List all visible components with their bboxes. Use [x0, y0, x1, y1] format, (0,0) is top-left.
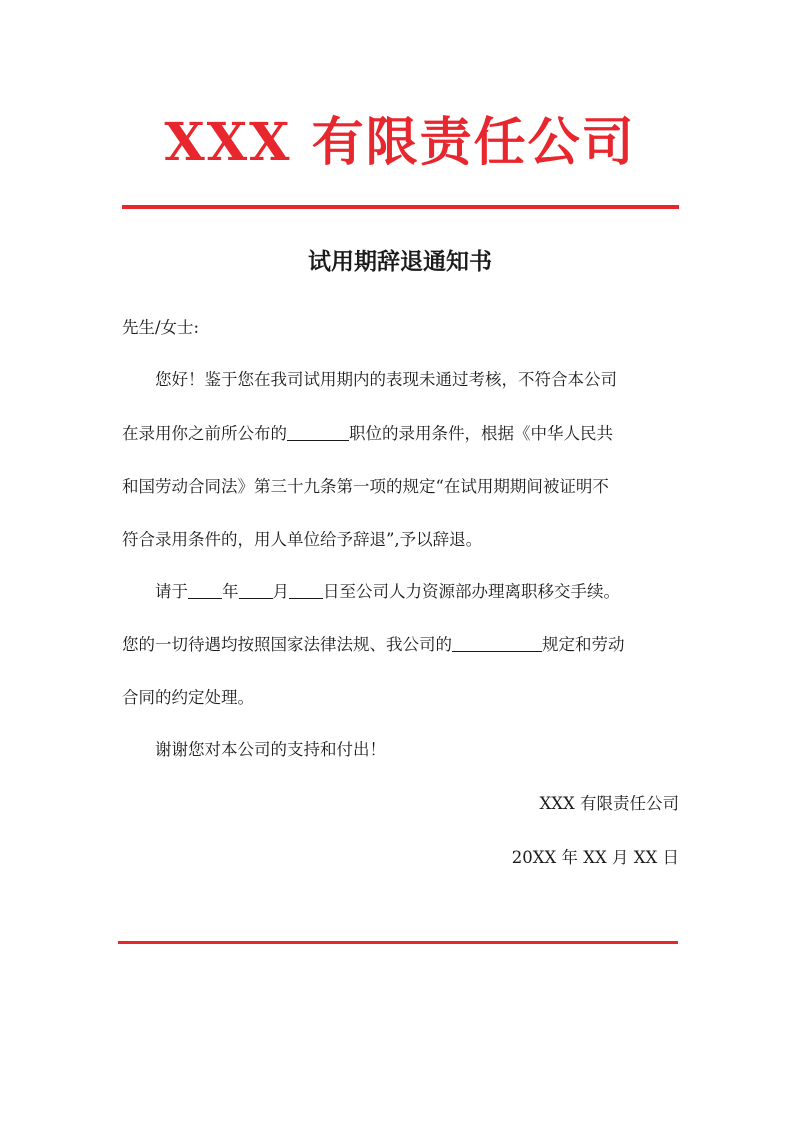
- paragraph-2-line-3: 合同的约定处理。: [122, 688, 254, 707]
- signature-company: XXX 有限责任公司: [539, 794, 679, 813]
- signature-date: 20XX 年 XX 月 XX 日: [511, 848, 679, 867]
- month-blank: [239, 582, 273, 599]
- p2-line-2-text-a: 您的一切待遇均按照国家法律法规、我公司的: [122, 635, 452, 654]
- position-blank: [287, 424, 349, 441]
- p2-day-text: 日至公司人力资源部办理离职移交手续。: [323, 582, 620, 601]
- document-title: 试用期辞退通知书: [308, 249, 492, 275]
- regulation-blank: [452, 635, 542, 652]
- company-name-header: XXX 有限责任公司: [164, 112, 636, 173]
- paragraph-1-line-2-text-a: 在录用你之前所公布的: [122, 424, 287, 443]
- p2-line-2-text-b: 规定和劳动: [542, 635, 625, 654]
- p2-year-label: 年: [222, 582, 239, 601]
- p2-month-label: 月: [272, 582, 289, 601]
- footer-divider: [118, 941, 678, 944]
- paragraph-1-line-1: 您好！鉴于您在我司试用期内的表现未通过考核，不符合本公司: [155, 370, 617, 389]
- p2-text-a: 请于: [155, 582, 188, 601]
- paragraph-2-line-1: [155, 582, 620, 602]
- paragraph-1-line-4: 符合录用条件的，用人单位给予辞退”,予以辞退。: [122, 530, 483, 549]
- header-divider: [122, 205, 679, 209]
- paragraph-3: 谢谢您对本公司的支持和付出！: [155, 740, 386, 759]
- day-blank: [289, 582, 323, 599]
- paragraph-1-line-2-text-b: 职位的录用条件，根据《中华人民共: [349, 424, 613, 443]
- year-blank: [188, 582, 222, 599]
- paragraph-1-line-2: [122, 424, 613, 444]
- paragraph-2-line-2: [122, 635, 625, 655]
- salutation: 先生/女士:: [122, 318, 200, 337]
- paragraph-1-line-3: 和国劳动合同法》第三十九条第一项的规定“在试用期期间被证明不: [122, 477, 609, 496]
